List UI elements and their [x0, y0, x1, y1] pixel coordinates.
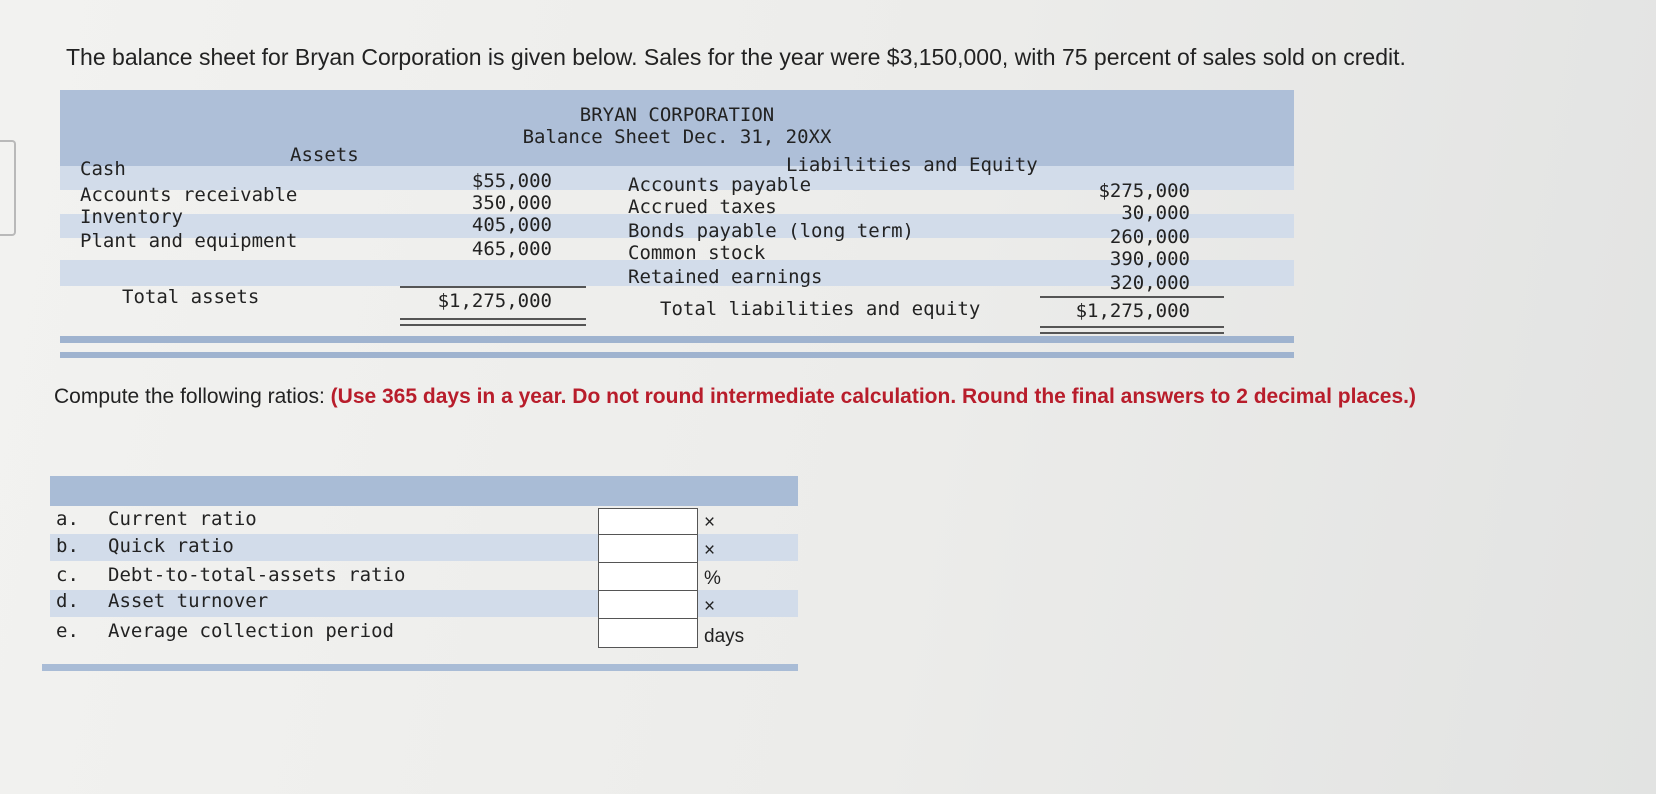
liability-value: 260,000	[1109, 226, 1190, 248]
liability-value: 390,000	[1109, 248, 1190, 270]
balance-sheet-subtitle: Balance Sheet Dec. 31, 20XX	[522, 126, 832, 148]
table-footer-band	[60, 352, 1294, 358]
ratio-label: Current ratio	[108, 508, 257, 530]
ratio-table-header	[50, 476, 798, 506]
asset-label: Inventory	[80, 206, 183, 228]
ratio-table-footer	[42, 664, 798, 671]
row-letter: e.	[56, 620, 79, 642]
unit-label: ×	[704, 540, 716, 561]
subtotal-rule	[1040, 296, 1224, 298]
ratio-label: Debt-to-total-assets ratio	[108, 564, 406, 586]
asset-label: Accounts receivable	[80, 184, 298, 206]
liability-label: Accounts payable	[628, 174, 812, 196]
ratio-label: Average collection period	[108, 620, 394, 642]
company-name: BRYAN CORPORATION	[579, 104, 775, 126]
asset-label: Plant and equipment	[80, 230, 298, 252]
total-liabilities-value: $1,275,000	[1075, 300, 1190, 322]
liability-label: Common stock	[628, 242, 766, 264]
liability-value: 320,000	[1109, 272, 1190, 294]
quick-ratio-input[interactable]	[598, 534, 698, 564]
asset-label: Cash	[80, 158, 126, 180]
instructions-note: (Use 365 days in a year. Do not round intermediate calculation. Round the final answers to 2 decimal places.)	[330, 385, 1416, 408]
unit-label: ×	[704, 596, 716, 617]
unit-label: ×	[704, 512, 716, 533]
asset-value: 465,000	[471, 238, 552, 260]
liability-label: Accrued taxes	[628, 196, 777, 218]
table-footer-band	[60, 336, 1294, 343]
instructions	[54, 384, 1614, 410]
total-liabilities-label: Total liabilities and equity	[660, 298, 981, 320]
assets-header: Assets	[290, 144, 359, 166]
unit-label: days	[704, 626, 745, 647]
row-letter: b.	[56, 535, 79, 557]
total-assets-label: Total assets	[122, 286, 260, 308]
total-assets-value: $1,275,000	[437, 290, 552, 312]
asset-value: 405,000	[471, 214, 552, 236]
liability-label: Bonds payable (long term)	[628, 220, 914, 242]
row-letter: a.	[56, 508, 79, 530]
average-collection-period-input[interactable]	[598, 618, 698, 648]
total-double-rule	[1040, 326, 1224, 334]
asset-value: $55,000	[471, 170, 552, 192]
ratio-label: Asset turnover	[108, 590, 269, 612]
side-panel-edge	[0, 140, 16, 236]
liabilities-header: Liabilities and Equity	[786, 154, 1038, 176]
problem-statement: The balance sheet for Bryan Corporation is given below. Sales for the year were $3,150,000, with 75 percent of sales sold on credit.	[66, 44, 1406, 70]
ratio-label: Quick ratio	[108, 535, 234, 557]
liability-value: $275,000	[1098, 180, 1190, 202]
ratio-table	[42, 476, 798, 674]
asset-turnover-input[interactable]	[598, 590, 698, 620]
asset-value: 350,000	[471, 192, 552, 214]
row-letter: c.	[56, 564, 79, 586]
liability-label: Retained earnings	[628, 266, 823, 288]
unit-label: %	[704, 568, 721, 589]
instructions-lead: Compute the following ratios:	[54, 385, 325, 408]
balance-sheet	[60, 90, 1294, 368]
total-double-rule	[400, 318, 586, 326]
liability-value: 30,000	[1121, 202, 1190, 224]
row-letter: d.	[56, 590, 79, 612]
debt-to-total-assets-input[interactable]	[598, 562, 698, 592]
subtotal-rule	[400, 286, 586, 288]
